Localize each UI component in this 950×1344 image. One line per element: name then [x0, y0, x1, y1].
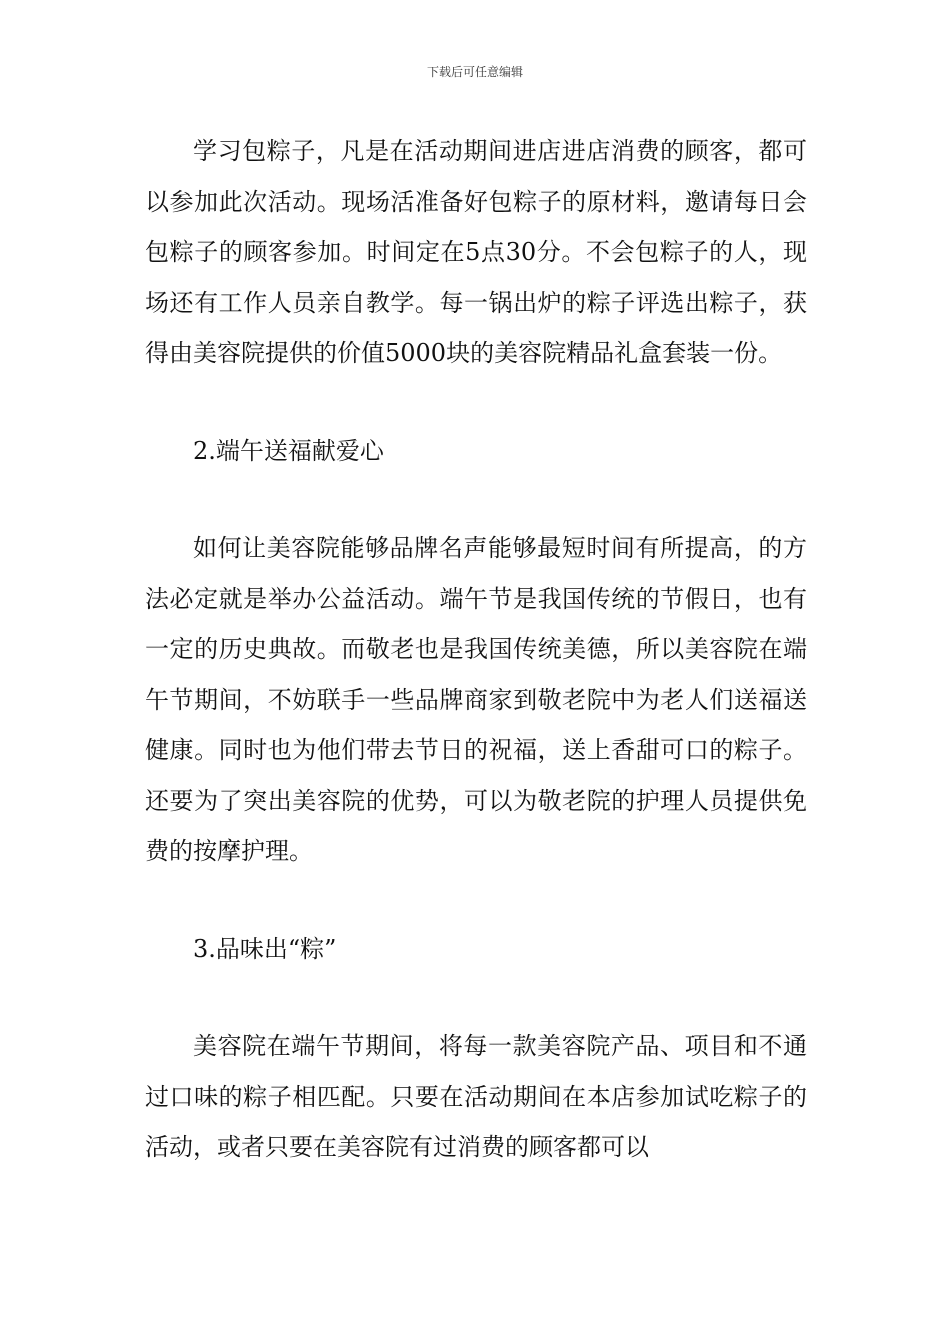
paragraph-zongzi-workshop: 学习包粽子，凡是在活动期间进店进店消费的顾客，都可以参加此次活动。现场活准备好包粽子的原材料，邀请每日会包粽子的顾客参加。时间定在5点30分。不会包粽子的人，现场还有工作人员亲自教学。每一锅出炉的粽子评选出粽子，获得由美容院提供的价值5000块的美容院精品礼盒套装一份。 [145, 137, 807, 367]
paragraph-gap [145, 379, 807, 426]
paragraph-gap [145, 476, 807, 523]
page-header-note: 下载后可任意编辑 [426, 65, 523, 79]
document-body [145, 126, 807, 1173]
paragraph-gap [145, 974, 807, 1021]
paragraph-charity: 如何让美容院能够品牌名声能够最短时间有所提高，的方法必定就是举办公益活动。端午节是我国传统的节假日，也有一定的历史典故。而敬老也是我国传统美德，所以美容院在端午节期间，不妨联手一些品牌商家到敬老院中为老人们送福送健康。同时也为他们带去节日的祝福，送上香甜可口的粽子。还要为了突出美容院的优势，可以为敬老院的护理人员提供免费的按摩护理。 [145, 534, 807, 865]
paragraph-gap [145, 877, 807, 924]
section-heading-3: 3.品味出“粽” [193, 934, 337, 963]
paragraph-taste-pairing: 美容院在端午节期间，将每一款美容院产品、项目和不通过口味的粽子相匹配。只要在活动期间在本店参加试吃粽子的活动，或者只要在美容院有过消费的顾客都可以 [145, 1032, 807, 1161]
section-heading-2: 2.端午送福献爱心 [193, 436, 384, 465]
